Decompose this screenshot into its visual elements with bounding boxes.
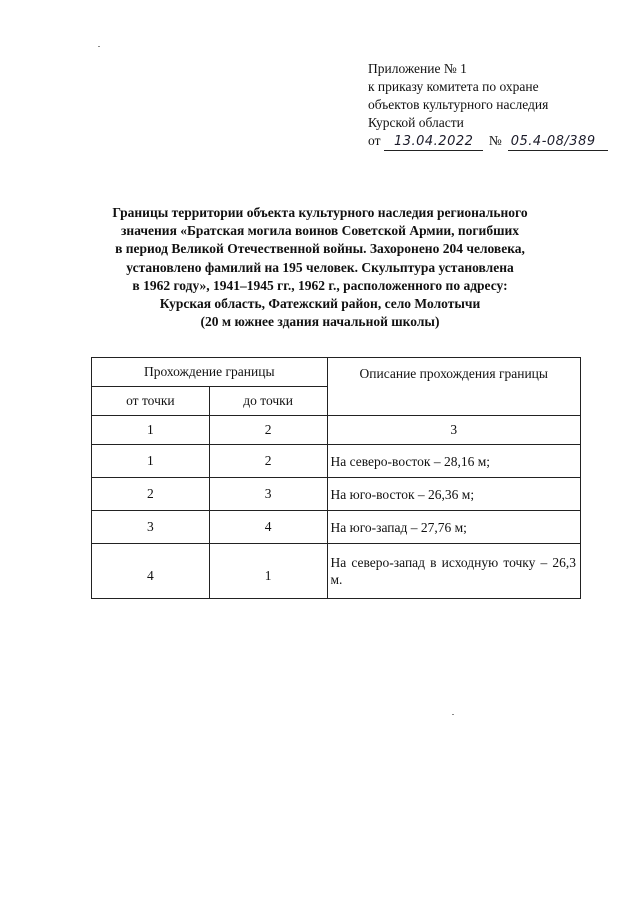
from-point-cell: 1 bbox=[92, 445, 210, 478]
description-cell: На северо-восток – 28,16 м; bbox=[327, 445, 581, 478]
description-cell: На юго-восток – 26,36 м; bbox=[327, 478, 581, 511]
title-line: в 1962 году», 1941–1945 гг., 1962 г., расположенного по адресу: bbox=[132, 277, 508, 293]
to-point-cell: 2 bbox=[209, 445, 327, 478]
order-number: 05.4-08/389 bbox=[508, 134, 608, 151]
title-line: установлено фамилий на 195 человек. Скульптура установлена bbox=[126, 259, 514, 275]
to-point-cell: 1 bbox=[209, 544, 327, 599]
table-row bbox=[92, 445, 581, 478]
header-description: Описание прохождения границы bbox=[327, 358, 581, 416]
appendix-title: Приложение № 1 bbox=[368, 61, 467, 76]
description-cell: На юго-запад – 27,76 м; bbox=[327, 511, 581, 544]
column-number: 2 bbox=[209, 416, 327, 445]
column-number: 3 bbox=[327, 416, 581, 445]
to-point-cell: 4 bbox=[209, 511, 327, 544]
header-boundary: Прохождение границы bbox=[92, 358, 328, 387]
title-line: Границы территории объекта культурного наследия регионального bbox=[112, 205, 528, 220]
boundary-table bbox=[91, 357, 581, 599]
from-point-cell: 3 bbox=[92, 511, 210, 544]
title-line: Курская область, Фатежский район, село Молотычи bbox=[159, 296, 481, 312]
order-date-number bbox=[368, 132, 608, 151]
appendix-header bbox=[368, 60, 608, 151]
table-row bbox=[92, 544, 581, 599]
title-line: значения «Братская могила воинов Советской Армии, погибших bbox=[121, 223, 519, 239]
title-line: в период Великой Отечественной войны. Захоронено 204 человека, bbox=[115, 241, 525, 257]
from-point-cell: 2 bbox=[92, 478, 210, 511]
from-point-cell: 4 bbox=[92, 544, 210, 599]
header-to-point: до точки bbox=[209, 387, 327, 416]
column-number: 1 bbox=[92, 416, 210, 445]
column-number-row bbox=[92, 416, 581, 445]
scan-speck bbox=[98, 46, 100, 47]
from-label: от bbox=[368, 133, 381, 148]
table-row bbox=[92, 478, 581, 511]
table-row bbox=[92, 511, 581, 544]
header-from-point: от точки bbox=[92, 387, 210, 416]
order-date: 13.04.2022 bbox=[384, 134, 482, 151]
scan-speck bbox=[452, 714, 454, 715]
appendix-line-order: к приказу комитета по охране bbox=[368, 79, 539, 94]
number-label: № bbox=[488, 133, 502, 148]
appendix-line-committee: объектов культурного наследия bbox=[368, 97, 549, 112]
title-line: (20 м южнее здания начальной школы) bbox=[200, 314, 440, 330]
appendix-line-region: Курской области bbox=[368, 115, 464, 130]
to-point-cell: 3 bbox=[209, 478, 327, 511]
description-cell: На северо-запад в исходную точку – 26,3 м. bbox=[327, 544, 581, 599]
document-title bbox=[70, 204, 570, 331]
